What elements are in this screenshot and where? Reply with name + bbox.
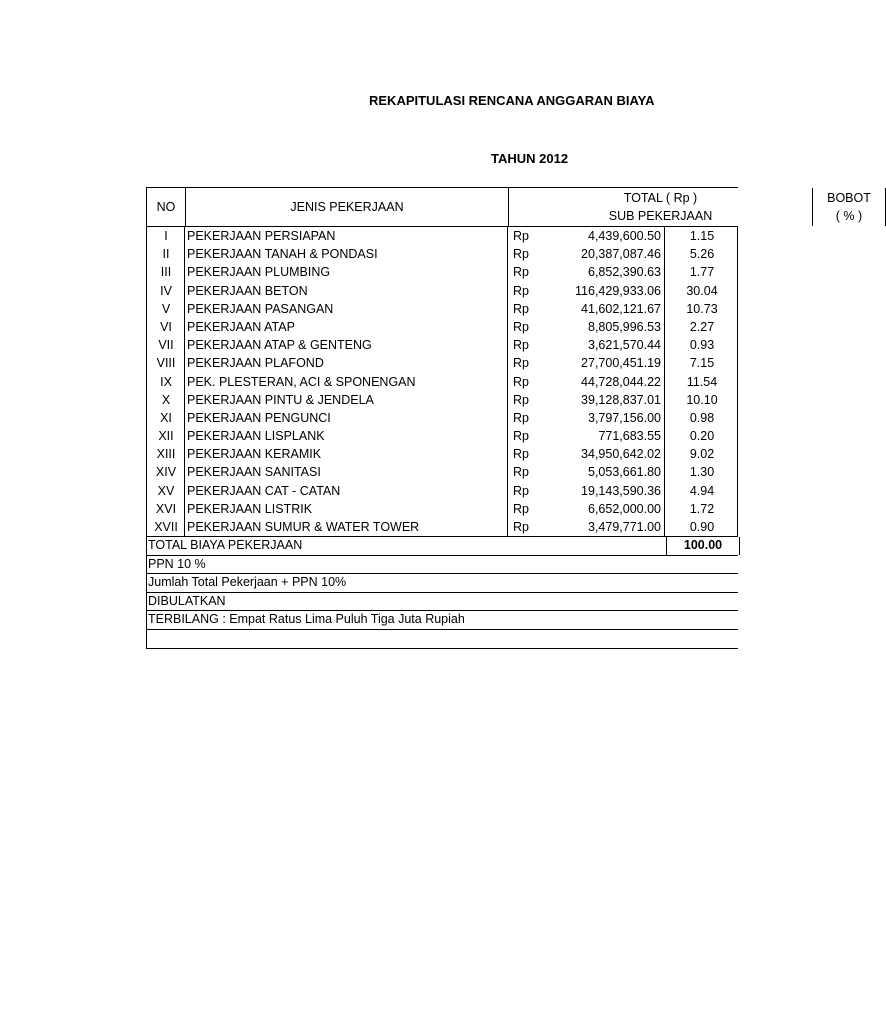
row-jenis-pekerjaan: PEKERJAAN PERSIAPAN bbox=[187, 229, 336, 243]
row-jenis-pekerjaan: PEKERJAAN PASANGAN bbox=[187, 301, 334, 316]
row-jenis-pekerjaan: PEKERJAAN PENGUNCI bbox=[187, 410, 331, 425]
row-amount: 27,700,451.19 bbox=[581, 356, 661, 371]
document-title: REKAPITULASI RENCANA ANGGARAN BIAYA bbox=[369, 93, 655, 108]
row-bobot: 10.73 bbox=[686, 301, 718, 316]
row-jenis-pekerjaan: PEKERJAAN LISPLANK bbox=[187, 429, 325, 444]
row-currency: Rp bbox=[513, 392, 529, 407]
row-bobot: 0.93 bbox=[689, 338, 715, 353]
total-bobot: 100.00 bbox=[666, 537, 740, 555]
table-row bbox=[147, 318, 738, 336]
row-currency: Rp bbox=[513, 229, 529, 243]
row-no: VI bbox=[160, 319, 172, 334]
blank-row bbox=[146, 630, 738, 649]
total-row bbox=[146, 537, 738, 556]
header-total-line1: TOTAL ( Rp ) bbox=[623, 191, 698, 205]
row-bobot: 30.04 bbox=[686, 283, 718, 298]
row-amount: 5,053,661.80 bbox=[588, 465, 661, 480]
dibulatkan-row bbox=[146, 593, 738, 612]
row-currency: Rp bbox=[513, 447, 529, 462]
row-amount: 4,439,600.50 bbox=[588, 229, 661, 243]
row-amount: 6,852,390.63 bbox=[588, 265, 661, 280]
row-amount: 19,143,590.36 bbox=[581, 483, 661, 498]
row-no: VII bbox=[158, 338, 174, 353]
row-amount: 116,429,933.06 bbox=[575, 283, 661, 298]
row-no: I bbox=[164, 229, 168, 243]
row-amount: 20,387,087.46 bbox=[581, 247, 661, 262]
budget-recap-table bbox=[146, 187, 871, 649]
terbilang-label: TERBILANG : Empat Ratus Lima Puluh Tiga Juta Rupiah bbox=[148, 612, 465, 627]
document-year: TAHUN 2012 bbox=[491, 151, 569, 166]
row-amount: 771,683.55 bbox=[598, 429, 661, 444]
table-row bbox=[147, 227, 738, 245]
row-bobot: 4.94 bbox=[689, 483, 715, 498]
row-bobot: 0.98 bbox=[689, 410, 715, 425]
row-jenis-pekerjaan: PEKERJAAN TANAH & PONDASI bbox=[187, 247, 378, 262]
row-currency: Rp bbox=[513, 465, 529, 480]
row-no: IV bbox=[160, 283, 172, 298]
row-amount: 6,652,000.00 bbox=[588, 501, 661, 516]
row-currency: Rp bbox=[513, 319, 529, 334]
row-bobot: 7.15 bbox=[689, 356, 715, 371]
row-no: III bbox=[160, 265, 172, 280]
row-no: X bbox=[161, 392, 171, 407]
table-row bbox=[147, 482, 738, 500]
row-no: XII bbox=[158, 429, 174, 444]
header-bobot bbox=[813, 188, 886, 226]
row-bobot: 1.77 bbox=[689, 265, 715, 280]
table-row bbox=[147, 300, 738, 318]
row-jenis-pekerjaan: PEKERJAAN KERAMIK bbox=[187, 447, 322, 462]
row-bobot: 1.15 bbox=[689, 229, 715, 243]
table-row bbox=[147, 263, 738, 281]
table-body bbox=[146, 227, 738, 537]
row-amount: 3,797,156.00 bbox=[588, 410, 661, 425]
row-currency: Rp bbox=[513, 356, 529, 371]
table-row bbox=[147, 445, 738, 463]
table-header bbox=[146, 187, 871, 227]
row-currency: Rp bbox=[513, 429, 529, 444]
table-row bbox=[147, 245, 738, 263]
row-no: XIII bbox=[156, 447, 176, 462]
jumlah-row bbox=[146, 574, 738, 593]
row-bobot: 1.72 bbox=[689, 501, 715, 516]
terbilang-row bbox=[146, 611, 738, 630]
row-currency: Rp bbox=[513, 410, 529, 425]
row-currency: Rp bbox=[513, 283, 529, 298]
row-currency: Rp bbox=[513, 483, 529, 498]
table-row bbox=[147, 373, 738, 391]
row-jenis-pekerjaan: PEKERJAAN CAT - CATAN bbox=[187, 483, 341, 498]
row-currency: Rp bbox=[513, 338, 529, 353]
row-currency: Rp bbox=[513, 374, 529, 389]
row-amount: 34,950,642.02 bbox=[581, 447, 661, 462]
table-row bbox=[147, 427, 738, 445]
row-no: XIV bbox=[155, 465, 177, 480]
row-amount: 8,805,996.53 bbox=[588, 319, 661, 334]
row-no: VIII bbox=[156, 356, 176, 371]
dibulatkan-label: DIBULATKAN bbox=[148, 593, 226, 608]
table-row bbox=[147, 463, 738, 481]
table-row bbox=[147, 500, 738, 518]
row-jenis-pekerjaan: PEKERJAAN PINTU & JENDELA bbox=[187, 392, 374, 407]
row-currency: Rp bbox=[513, 265, 529, 280]
jumlah-label: Jumlah Total Pekerjaan + PPN 10% bbox=[148, 575, 347, 590]
row-jenis-pekerjaan: PEKERJAAN SANITASI bbox=[187, 465, 321, 480]
row-bobot: 0.90 bbox=[689, 520, 715, 534]
row-amount: 39,128,837.01 bbox=[581, 392, 661, 407]
row-currency: Rp bbox=[513, 520, 529, 534]
row-jenis-pekerjaan: PEKERJAAN ATAP & GENTENG bbox=[187, 338, 372, 353]
row-currency: Rp bbox=[513, 301, 529, 316]
row-no: XV bbox=[157, 483, 175, 498]
table-row bbox=[147, 391, 738, 409]
row-jenis-pekerjaan: PEKERJAAN PLUMBING bbox=[187, 265, 331, 280]
row-no: II bbox=[162, 247, 170, 262]
row-amount: 3,621,570.44 bbox=[588, 338, 661, 353]
row-amount: 44,728,044.22 bbox=[581, 374, 661, 389]
row-amount: 41,602,121.67 bbox=[581, 301, 661, 316]
row-no: XVI bbox=[155, 501, 177, 516]
row-bobot: 0.20 bbox=[689, 429, 715, 444]
header-bobot-line1: BOBOT bbox=[827, 191, 871, 205]
table-row bbox=[147, 409, 738, 427]
row-no: V bbox=[161, 301, 171, 316]
ppn-label: PPN 10 % bbox=[148, 556, 206, 571]
header-total bbox=[509, 188, 813, 226]
ppn-row bbox=[146, 556, 738, 575]
row-bobot: 11.54 bbox=[686, 374, 718, 389]
row-bobot: 1.30 bbox=[689, 465, 715, 480]
row-jenis-pekerjaan: PEKERJAAN BETON bbox=[187, 283, 308, 298]
row-no: XVII bbox=[154, 520, 178, 534]
table-row bbox=[147, 354, 738, 372]
header-total-line2: SUB PEKERJAAN bbox=[608, 209, 713, 223]
table-row bbox=[147, 282, 738, 300]
header-no: NO bbox=[147, 188, 186, 226]
row-no: XI bbox=[160, 410, 172, 425]
total-label: TOTAL BIAYA PEKERJAAN bbox=[148, 538, 303, 553]
header-bobot-line2: ( % ) bbox=[835, 209, 863, 223]
row-no: IX bbox=[160, 374, 172, 389]
row-currency: Rp bbox=[513, 247, 529, 262]
row-amount: 3,479,771.00 bbox=[588, 520, 661, 534]
row-jenis-pekerjaan: PEKERJAAN SUMUR & WATER TOWER bbox=[187, 520, 420, 534]
table-row bbox=[147, 518, 738, 536]
row-currency: Rp bbox=[513, 501, 529, 516]
table-row bbox=[147, 336, 738, 354]
row-jenis-pekerjaan: PEKERJAAN ATAP bbox=[187, 319, 295, 334]
row-bobot: 9.02 bbox=[689, 447, 715, 462]
row-bobot: 10.10 bbox=[686, 392, 718, 407]
header-jenis-pekerjaan: JENIS PEKERJAAN bbox=[186, 188, 509, 226]
row-bobot: 2.27 bbox=[689, 319, 715, 334]
row-bobot: 5.26 bbox=[689, 247, 715, 262]
row-jenis-pekerjaan: PEK. PLESTERAN, ACI & SPONENGAN bbox=[187, 374, 416, 389]
row-jenis-pekerjaan: PEKERJAAN PLAFOND bbox=[187, 356, 324, 371]
row-jenis-pekerjaan: PEKERJAAN LISTRIK bbox=[187, 501, 313, 516]
